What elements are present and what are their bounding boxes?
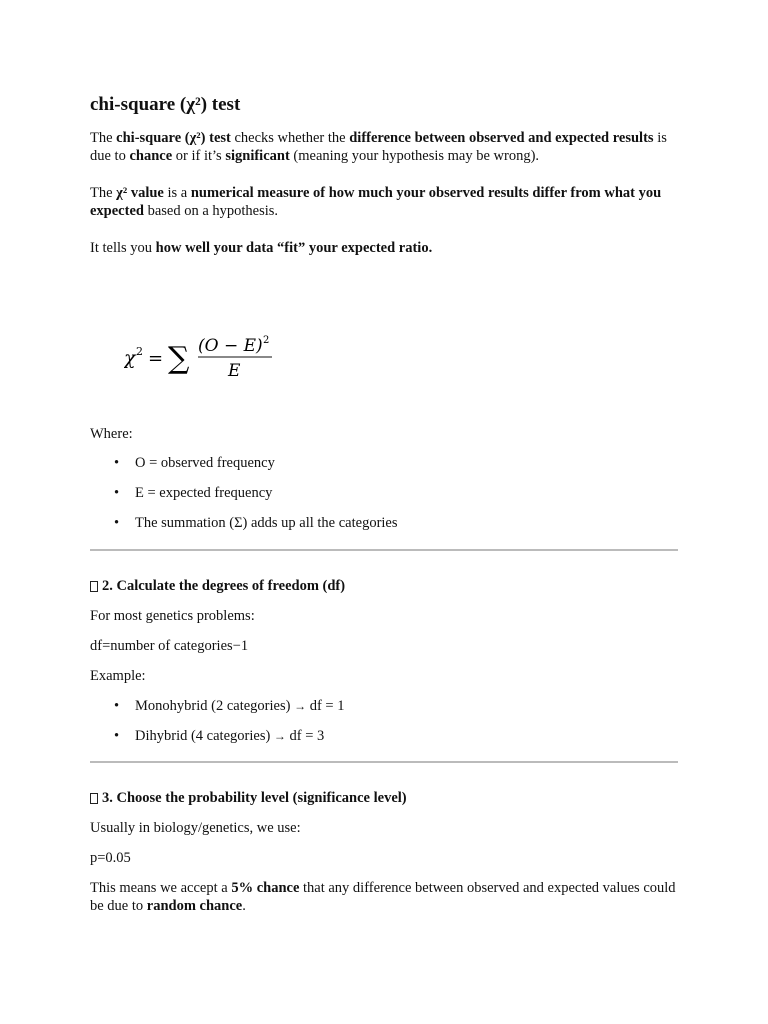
- text-run: .: [242, 898, 246, 914]
- example-text: Dihybrid (4 categories): [135, 728, 274, 744]
- text-run: The: [90, 130, 117, 146]
- text-run: based on a hypothesis.: [143, 203, 279, 219]
- section-2-intro: For most genetics problems:: [90, 608, 255, 624]
- p-value: p=0.05: [90, 850, 131, 866]
- missing-glyph-icon: [90, 793, 98, 804]
- bold-run: random chance: [146, 898, 243, 914]
- right-arrow-icon: →: [273, 729, 286, 743]
- formula-denominator: E: [228, 361, 241, 381]
- text-run: checks whether the: [230, 130, 350, 146]
- text-run: It tells you: [90, 240, 156, 256]
- intro-paragraph-1: [90, 129, 678, 165]
- list-item: • O = observed frequency: [135, 454, 678, 484]
- bold-run: 5% chance: [231, 880, 300, 896]
- document-content: [90, 94, 678, 915]
- list-item: • E = expected frequency: [135, 484, 678, 514]
- bold-run: chance: [129, 148, 173, 164]
- formula-sum-sign: ∑: [168, 341, 190, 376]
- formula-numerator-exponent: 2: [263, 335, 270, 346]
- example-label: Example:: [90, 668, 146, 684]
- bold-run: chi-square (χ²) test: [116, 130, 231, 146]
- example-result: df = 1: [306, 698, 345, 714]
- intro-paragraph-3: [90, 239, 678, 257]
- bold-run: numerical measure of how much your observed results differ from what you expected: [90, 185, 662, 219]
- bold-run: χ² value: [116, 185, 164, 201]
- intro-paragraph-2: [90, 184, 678, 220]
- text-run: is due to: [90, 130, 667, 164]
- list-item: • The summation (Σ) adds up all the categories: [135, 514, 678, 544]
- bold-run: significant: [225, 148, 290, 164]
- df-formula: df=number of categories−1: [90, 638, 249, 654]
- formula-svg: [124, 330, 284, 382]
- text-run: that any difference between observed and expected values could be due to: [90, 880, 676, 914]
- bold-run: difference between observed and expected results: [349, 130, 654, 146]
- formula-chi-exponent: 2: [136, 345, 143, 358]
- page-title: chi-square (χ²) test: [90, 94, 241, 115]
- section-3-paragraph: [90, 879, 678, 915]
- section-2-heading-text: 2. Calculate the degrees of freedom (df): [102, 578, 346, 594]
- section-3-heading-text: 3. Choose the probability level (significance level): [102, 790, 407, 806]
- text-run: This means we accept a: [90, 880, 232, 896]
- section-divider: [90, 761, 678, 763]
- formula-chi: χ: [124, 347, 136, 369]
- section-divider: [90, 549, 678, 551]
- example-text: Monohybrid (2 categories): [135, 698, 295, 714]
- missing-glyph-icon: [90, 581, 98, 592]
- section-3-heading: [90, 789, 678, 807]
- section-2-heading: [90, 577, 678, 595]
- text-run: or if it’s: [172, 148, 226, 164]
- right-arrow-icon: →: [294, 699, 307, 713]
- formula-equals: =: [148, 348, 164, 369]
- list-item: [135, 727, 678, 757]
- text-run: (meaning your hypothesis may be wrong).: [289, 148, 540, 164]
- text-run: is a: [163, 185, 191, 201]
- list-item: [135, 697, 678, 727]
- bold-run: how well your data “fit” your expected ratio.: [155, 240, 433, 256]
- df-example-list: [90, 697, 678, 757]
- where-list: [90, 454, 678, 544]
- where-label: Where:: [90, 426, 133, 442]
- section-3-intro: Usually in biology/genetics, we use:: [90, 820, 301, 836]
- example-result: df = 3: [285, 728, 325, 744]
- chi-square-formula: [124, 330, 284, 387]
- formula-numerator: (O − E): [198, 336, 263, 356]
- text-run: The: [90, 185, 117, 201]
- formula-block: [90, 272, 678, 402]
